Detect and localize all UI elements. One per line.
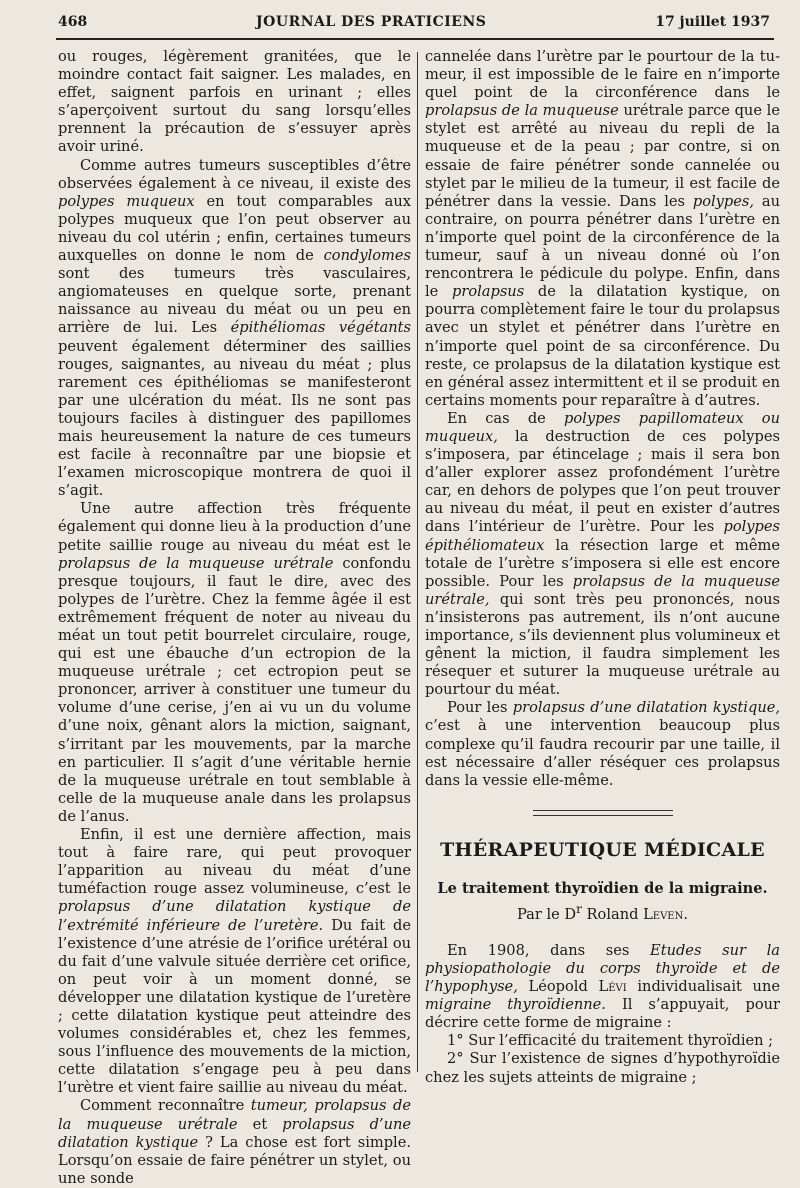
italic-text: prolapsus de la muqueuse (425, 102, 619, 120)
text-span: et (237, 1115, 283, 1133)
paragraph (58, 500, 411, 826)
text-span: de la dilatation kystique, on pourra complètement faire le tour du prolapsus avec un stylet et pénétrer dans l’urètre en n’importe quel point de sa circonférence. Du reste, ce prolapsus de la dilatation kystique est en général assez intermittent et il se produit en certains moments pour reparaître à d’autres. (425, 283, 780, 409)
italic-text: prolapsus d’une dilatation kystique, (512, 699, 780, 717)
text-span: 1° Sur l’efficacité du traitement thyroïdien ; (447, 1032, 774, 1050)
paragraph (58, 48, 411, 157)
italic-text: polypes papillomateux ou muqueux, (425, 409, 780, 445)
italic-text: prolapsus de la muqueuse urétrale, (425, 572, 780, 608)
italic-text: polypes muqueux (58, 192, 195, 210)
text-span: ? La chose est fort simple. Lorsqu’on essaie de faire pénétrer un stylet, ou une sonde (58, 1133, 411, 1187)
journal-title: JOURNAL DES PRATICIENS (256, 14, 487, 30)
text-span: 2° Sur l’existence de signes d’hypothyroïdie chez les sujets atteints de migraine ; (425, 1050, 780, 1086)
text-span: Léopold (517, 978, 599, 996)
italic-text: prolapsus d’une dilatation kystique (58, 1115, 412, 1151)
left-column (58, 48, 411, 1188)
text-span: Comment reconnaître (80, 1097, 251, 1115)
issue-date: 17 juillet 1937 (655, 14, 770, 30)
text-span: Il s’appuyait, pour décrire cette forme de migraine : (425, 996, 780, 1032)
section-separator (533, 810, 673, 816)
text-span: Lévi (598, 978, 627, 996)
article-byline (425, 900, 780, 924)
paragraph (58, 157, 411, 501)
italic-text: condylomes (323, 247, 411, 265)
italic-text: polypes épithéliomateux (425, 518, 780, 554)
header-rule (56, 38, 774, 40)
column-divider (417, 52, 418, 1072)
text-span: peuvent également déterminer des saillies rouges, saignantes, au niveau du méat ; plus rarement ces épithéliomas se manifesteront par une ulcération du méat. Ils ne sont pas toujours faciles à distinguer des papillomes mais heureusement la nature de ces tumeurs est facile à reconnaître par une biopsie et l’examen microscopique montrera de quoi il s’agit. (58, 337, 411, 500)
paragraph (425, 942, 780, 1032)
text-span: confondu presque toujours, il faut le dire, avec des polypes de l’urètre. Chez la femme âgée il est extrêmement fréquent de noter au niveau du méat un tout petit bourrelet circulaire, rouge, qui est une ébauche d’un ectropion de la muqueuse urétrale ; cet ectropion peut se prononcer, arriver à constituer une tumeur du volume d’une cerise, j’en ai vu un du volume d’une noix, gênant alors la miction, saignant, s’irritant par les mouvements, par la marche en particulier. Il s’agit d’une véritable hernie de la muqueuse urétrale en tout semblable à celle de la muqueuse anale dans les prolapsus de l’anus. (58, 554, 412, 825)
section-title: THÉRAPEUTIQUE MÉDICALE (440, 838, 765, 861)
text-span: au contraire, on pourra pénétrer dans l’urètre en n’importe quel point de la circonférence de la tumeur, sauf à un niveau donné où l’on rencontrera le pédicule du polype. Enfin, dans le (425, 192, 780, 301)
paragraph (425, 48, 780, 410)
byline-sup: r (576, 901, 582, 916)
right-column-text (425, 48, 780, 790)
paragraph (425, 1032, 780, 1050)
paragraph (58, 826, 411, 1097)
page-number: 468 (58, 14, 88, 30)
byline-author-last: Leven (643, 905, 684, 923)
text-span: la destruction de ces polypes s’imposera, par étincelage ; mais il sera bon d’aller explorer assez profondément l’urètre car, en dehors de polypes que l’on peut trouver au niveau du méat, il peut en exister d’autres dans l’intérieur de l’urètre. Pour les (425, 427, 780, 536)
paragraph (425, 699, 780, 789)
text-span: Enfin, il est une dernière affection, mais tout à faire rare, qui peut provoquer l’apparition au niveau du méat d’une tuméfaction rouge assez volumineuse, c’est le (58, 826, 411, 898)
text-span: En 1908, dans ses (447, 941, 651, 959)
italic-text: prolapsus d’une dilatation kystique de l’extrémité inférieure de l’uretère. (58, 898, 411, 934)
text-span: qui sont très peu prononcés, nous n’insisterons pas autrement, ils n’ont aucune importance, s’ils deviennent plus volumineux et gênent la miction, il faudra simplement les résequer et suturer la muqueuse urétrale au pourtour du méat. (425, 590, 780, 699)
text-span: en tout comparables aux polypes muqueux que l’on peut observer au niveau du col utérin ; enfin, certaines tumeurs auxquelles on donne le nom de (58, 192, 411, 265)
italic-text: épithéliomas végétants (230, 319, 412, 337)
paragraph (425, 410, 780, 700)
italic-text: migraine thyroïdienne. (425, 996, 606, 1014)
text-span: urétrale parce que le stylet est arrêté au niveau du repli de la muqueuse et de la peau ; par contre, si on essaie de faire pénétrer sonde cannelée ou stylet par le milieu de la tumeur, il est facile de pénétrer dans la vessie. Dans les (425, 102, 780, 210)
italic-text: Etudes sur la physiopathologie du corps thyroïde et de l’hypophyse, (425, 941, 780, 996)
page-header (58, 14, 770, 36)
text-span: la résection large et même totale de l’urètre s’imposera si elle est encore possible. Pour les (425, 536, 780, 590)
article-title: Le traitement thyroïdien de la migraine. (437, 879, 768, 897)
text-span: individualisait une (626, 978, 780, 996)
text-span: En cas de (447, 409, 565, 427)
italic-text: prolapsus (452, 283, 525, 301)
paragraph (425, 1050, 780, 1086)
text-span: Du fait de l’existence d’une atrésie de l’orifice urétéral ou du fait d’une valvule située derrière cet orifice, on peut voir à un moment donné, se développer une dilatation kystique de l’uretère ; cette dilatation kystique peut atteindre des volumes considérables et, chez les femmes, sous l’influence des mouvements de la miction, cette dilatation s’engage peu à peu dans l’urètre et vient faire saillie au niveau du méat. (58, 916, 411, 1097)
byline-first: Roland (581, 905, 644, 923)
paragraph (58, 1097, 411, 1187)
text-span: c’est à une intervention beaucoup plus complexe qu’il faudra recourir par une taille, il est nécessaire d’aller réséquer ces prolapsus dans la vessie elle-même. (425, 717, 780, 789)
text-span: sont des tumeurs très vasculaires, angiomateuses en quelque sorte, prenant naissance au niveau du méat ou un peu en arrière de lui. Les (58, 265, 411, 337)
italic-text: polypes, (692, 192, 755, 210)
byline-prefix: Par le D (516, 905, 577, 923)
italic-text: tumeur, prolapsus de la muqueuse urétrale (58, 1097, 411, 1133)
text-span: Une autre affection très fréquente également qui donne lieu à la production d’une petite saillie rouge au niveau du méat est le (58, 500, 411, 554)
text-span: cannelée dans l’urètre par le pourtour de la tumeur, il est impossible de le faire en n’importe quel point de la circonférence dans le (425, 48, 780, 102)
right-column (425, 48, 780, 1087)
text-span: Pour les (447, 699, 513, 717)
text-span: Comme autres tumeurs susceptibles d’être observées également à ce niveau, il existe des (58, 156, 411, 192)
text-span: ou rouges, légèrement granitées, que le moindre contact fait saigner. Les malades, en effet, saignent parfois en urinant ; elles s’aperçoivent surtout du sang lorsqu’elles prennent la précaution de s’essuyer après avoir uriné. (58, 48, 411, 156)
byline-end: . (683, 905, 688, 923)
article-body (425, 942, 780, 1087)
italic-text: prolapsus de la muqueuse urétrale (58, 554, 334, 572)
